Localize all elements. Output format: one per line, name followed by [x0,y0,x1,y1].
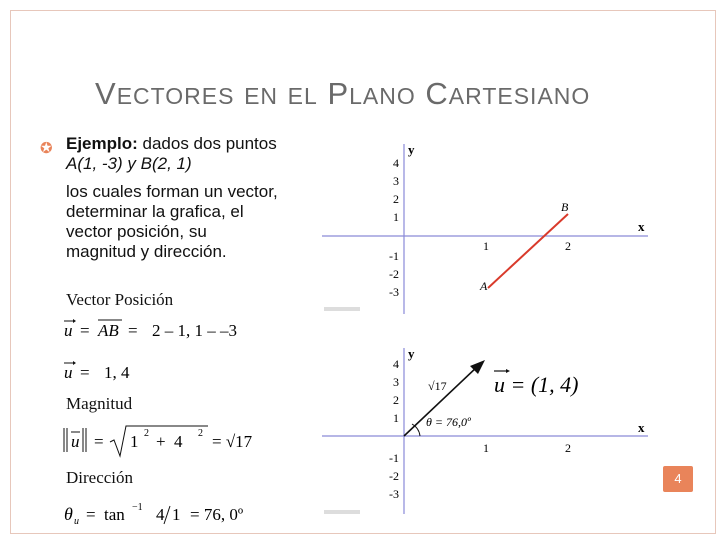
direction-heading: Dirección [66,468,134,487]
angle-label: θ = 76,0º [426,415,471,429]
y-axis-label: y [408,142,415,157]
equation-vector [60,314,300,344]
svg-text:u: u [64,321,73,340]
svg-text:4: 4 [174,432,183,451]
vector-heading: Vector Posición [66,290,174,309]
svg-text:4: 4 [156,505,165,524]
svg-text:2: 2 [393,192,399,206]
svg-text:1: 1 [393,411,399,425]
svg-text:-3: -3 [389,285,399,299]
title-cap: C [425,76,449,111]
graph-points [320,138,650,316]
svg-text:4: 4 [393,357,399,371]
magnitude-label: √17 [428,379,447,393]
equation-direction [60,496,290,530]
svg-text:-1: -1 [389,451,399,465]
x-tick-label: 1 [483,441,489,455]
svg-text:1, 4: 1, 4 [104,363,130,382]
magnitude-heading: Magnitud [66,394,133,413]
svg-text:u: u [64,363,73,382]
watermark [324,510,360,514]
svg-text:=: = [80,363,90,382]
svg-text:u: u [74,516,79,527]
title-cap: V [95,76,117,111]
svg-text:= 76, 0º: = 76, 0º [190,505,244,524]
x-axis-label: x [638,420,645,435]
example-line-5: vector posición, su [66,222,207,241]
svg-text:2: 2 [198,428,203,439]
example-line-4: determinar la grafica, el [66,202,244,221]
point-b-label: B [561,200,569,214]
svg-text:2: 2 [393,393,399,407]
vector-formula [494,369,579,397]
example-line-3: los cuales forman un vector, [66,182,278,201]
svg-text:-2: -2 [389,267,399,281]
x-tick-label: 2 [565,239,571,253]
svg-text:-3: -3 [389,487,399,501]
svg-text:+: + [156,432,166,451]
svg-text:AB: AB [98,321,119,340]
graph-vector [320,344,650,516]
point-a-label: A [480,279,488,293]
example-line-6: magnitud y dirección. [66,242,227,261]
svg-text:=: = [80,321,90,340]
title-word: EN [244,83,279,109]
svg-text:-2: -2 [389,469,399,483]
svg-text:=: = [94,432,104,451]
bullet-icon: ✪ [40,140,53,157]
example-label: Ejemplo: [66,134,138,153]
svg-text:3: 3 [393,174,399,188]
svg-text:4: 4 [393,156,399,170]
svg-text:−1: −1 [132,502,143,513]
x-axis-label: x [638,219,645,234]
equation-vector-result [60,356,210,386]
slide-title [95,76,590,112]
svg-text:tan: tan [104,505,125,524]
svg-text:3: 3 [393,375,399,389]
svg-text:=: = [86,505,96,524]
page-number: 4 [663,466,693,492]
title-cap: P [327,76,350,111]
svg-text:1: 1 [130,432,139,451]
svg-text:1: 1 [393,210,399,224]
example-line-1 [66,134,277,154]
watermark [324,307,360,311]
y-axis-label: y [408,346,415,361]
svg-text:= √17: = √17 [212,432,253,451]
svg-text:u: u [71,432,80,451]
title-word: LANO [349,83,416,109]
example-text: dados dos puntos [137,134,277,153]
svg-text:θ: θ [64,504,73,524]
svg-text:2 – 1, 1 – –3: 2 – 1, 1 – –3 [152,321,237,340]
title-word: ECTORES [116,83,235,109]
svg-text:-1: -1 [389,249,399,263]
title-word: EL [287,83,318,109]
title-word: ARTESIANO [448,83,591,109]
svg-text:u = (1, 4): u = (1, 4) [494,372,579,397]
svg-text:=: = [128,321,138,340]
x-tick-label: 2 [565,441,571,455]
svg-text:2: 2 [144,428,149,439]
svg-text:1: 1 [172,505,181,524]
x-tick-label: 1 [483,239,489,253]
equation-magnitude [60,420,290,460]
example-points: A(1, -3) y B(2, 1) [66,154,192,173]
